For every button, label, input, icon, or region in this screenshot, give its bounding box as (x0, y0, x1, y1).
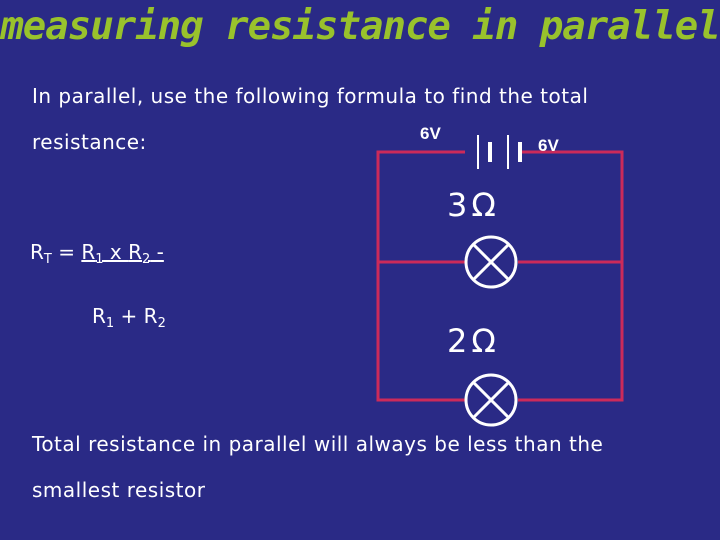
resistance-label-bottom: 2Ω (447, 322, 500, 360)
formula-product: $R_1$ x $R_2$ - (81, 240, 164, 267)
summary-text-line-1: Total resistance in parallel will always be less than the (32, 432, 604, 456)
battery-icon (478, 136, 520, 168)
intro-text-line-1: In parallel, use the following formula to find the total (32, 84, 589, 108)
slide-title: measuring resistance in parallel (0, 4, 720, 49)
wire-top-right (518, 152, 622, 400)
resistance-label-top: 3Ω (447, 186, 500, 224)
formula-rt: $R_T$ (30, 240, 52, 267)
intro-text-line-2: resistance: (32, 130, 147, 154)
formula-numerator: $R_T = R_1$ x $R_2$ - (30, 240, 164, 267)
battery-voltage-right: 6V (538, 136, 559, 155)
battery-voltage-left: 6V (420, 124, 441, 143)
lamp-icon-top (466, 237, 516, 287)
lamp-icon-bottom (466, 375, 516, 425)
summary-text-line-2: smallest resistor (32, 478, 206, 502)
formula-denominator: $R_1 + R_2$ (92, 304, 166, 331)
